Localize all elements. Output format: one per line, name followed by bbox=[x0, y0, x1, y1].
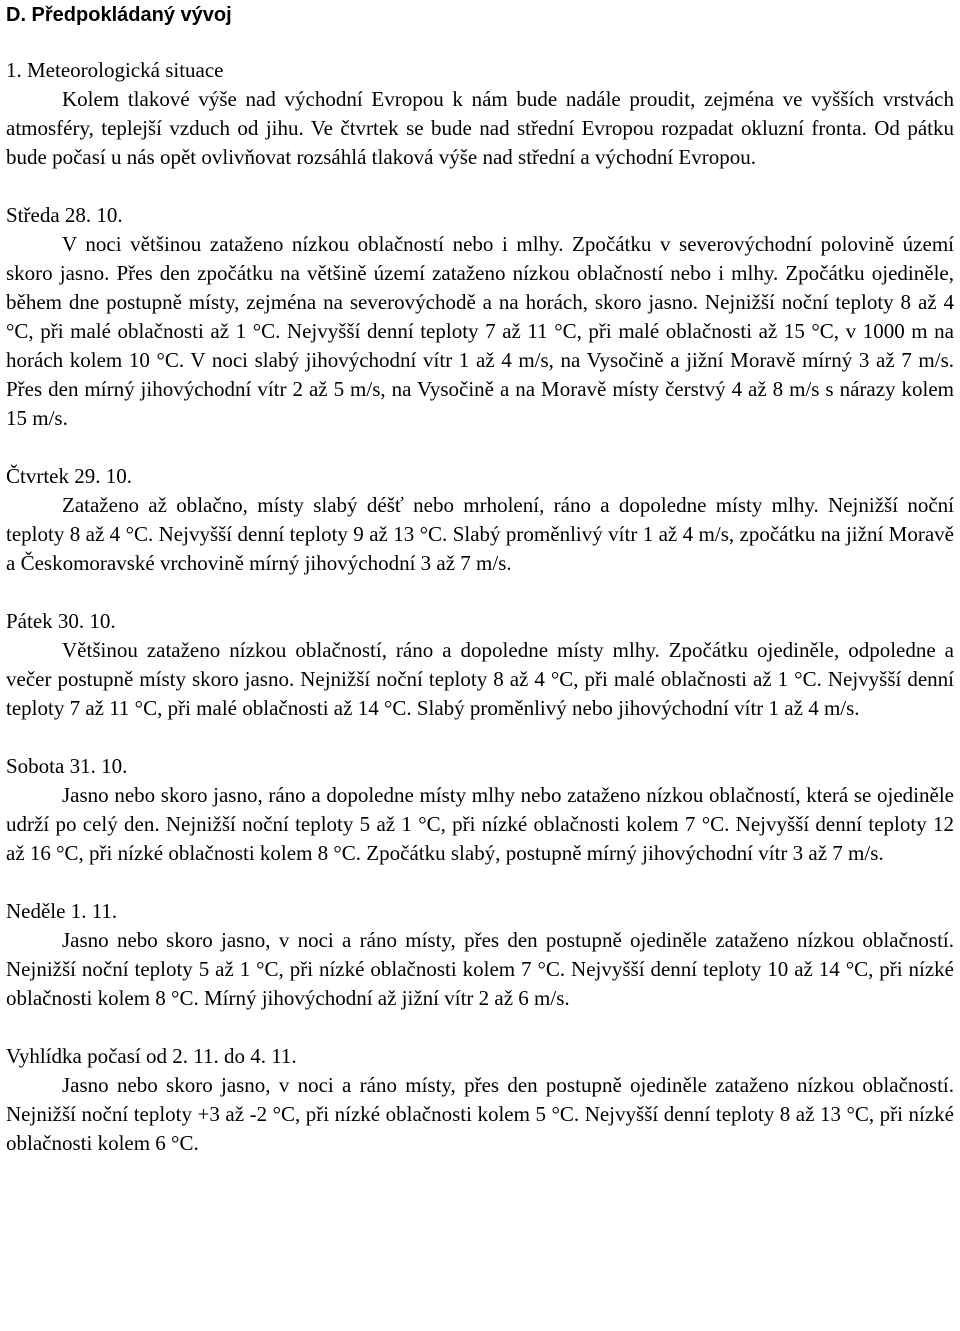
day-title-wednesday: Středa 28. 10. bbox=[6, 203, 123, 227]
day-title-saturday: Sobota 31. 10. bbox=[6, 754, 128, 778]
day-title-friday: Pátek 30. 10. bbox=[6, 609, 116, 633]
day-text-friday: Většinou zataženo nízkou oblačností, ráno a dopoledne místy mlhy. Zpočátku ojediněle, odpoledne a večer postupně místy skoro jasno. Nejnižší noční teploty 8 až 4 °C, při malé oblačnosti až 1 °C. Nejvyšší denní teploty 7 až 11 °C, při malé oblačnosti až 14 °C. Slabý proměnlivý nebo jihovýchodní vítr 1 až 4 m/s. bbox=[6, 638, 954, 720]
section-heading: D. Předpokládaný vývoj bbox=[6, 4, 232, 26]
subsection-title: 1. Meteorologická situace bbox=[6, 58, 224, 82]
outlook-title: Vyhlídka počasí od 2. 11. do 4. 11. bbox=[6, 1044, 297, 1068]
day-text-wednesday: V noci většinou zataženo nízkou oblačností nebo i mlhy. Zpočátku v severovýchodní polovině území skoro jasno. Přes den zpočátku na většině území zataženo nízkou oblačností nebo i mlhy. Zpočátku ojediněle, během dne postupně místy, zejména na severovýchodě a na horách, skoro jasno. Nejnižší noční teploty 8 až 4 °C, při malé oblačnosti až 1 °C. Nejvyšší denní teploty 7 až 11 °C, při malé oblačnosti až 15 °C, v 1000 m na horách kolem 10 °C. V noci slabý jihovýchodní vítr 1 až 4 m/s, na Vysočině a jižní Moravě mírný 3 až 7 m/s. Přes den mírný jihovýchodní vítr 2 až 5 m/s, na Vysočině a na Moravě místy čerstvý 4 až 8 m/s s nárazy kolem 15 m/s. bbox=[6, 232, 954, 430]
document-page bbox=[6, 0, 954, 1158]
day-title-thursday: Čtvrtek 29. 10. bbox=[6, 464, 132, 488]
day-text-sunday: Jasno nebo skoro jasno, v noci a ráno místy, přes den postupně ojediněle zataženo nízkou oblačností. Nejnižší noční teploty 5 až 1 °C, při nízké oblačnosti kolem 7 °C. Nejvyšší denní teploty 10 až 14 °C, při nízké oblačnosti kolem 8 °C. Mírný jihovýchodní až jižní vítr 2 až 6 m/s. bbox=[6, 928, 954, 1010]
situation-paragraph: Kolem tlakové výše nad východní Evropou k nám bude nadále proudit, zejména ve vyšších vrstvách atmosféry, teplejší vzduch od jihu. Ve čtvrtek se bude nad střední Evropou rozpadat okluzní fronta. Od pátku bude počasí u nás opět ovlivňovat rozsáhlá tlaková výše nad střední a východní Evropou. bbox=[6, 87, 954, 169]
day-text-thursday: Zataženo až oblačno, místy slabý déšť nebo mrholení, ráno a dopoledne místy mlhy. Nejnižší noční teploty 8 až 4 °C. Nejvyšší denní teploty 9 až 13 °C. Slabý proměnlivý vítr 1 až 4 m/s, zpočátku na jižní Moravě a Českomoravské vrchovině mírný jihovýchodní 3 až 7 m/s. bbox=[6, 493, 954, 575]
day-text-saturday: Jasno nebo skoro jasno, ráno a dopoledne místy mlhy nebo zataženo nízkou oblačností, která se ojediněle udrží po celý den. Nejnižší noční teploty 5 až 1 °C, při nízké oblačnosti kolem 7 °C. Nejvyšší denní teploty 12 až 16 °C, při nízké oblačnosti kolem 8 °C. Zpočátku slabý, postupně mírný jihovýchodní vítr 3 až 7 m/s. bbox=[6, 783, 954, 865]
outlook-text: Jasno nebo skoro jasno, v noci a ráno místy, přes den postupně ojediněle zataženo nízkou oblačností. Nejnižší noční teploty +3 až -2 °C, při nízké oblačnosti kolem 5 °C. Nejvyšší denní teploty 8 až 13 °C, při nízké oblačnosti kolem 6 °C. bbox=[6, 1073, 954, 1155]
day-title-sunday: Neděle 1. 11. bbox=[6, 899, 118, 923]
